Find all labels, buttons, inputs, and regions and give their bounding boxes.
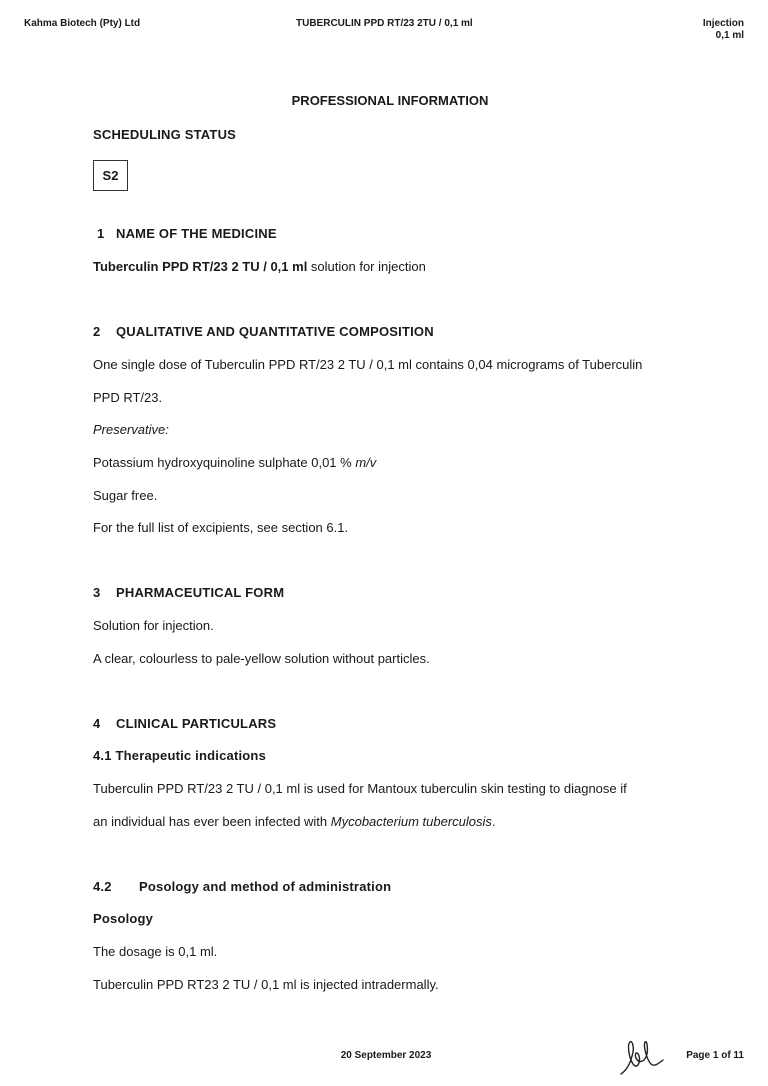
section-2-title: QUALITATIVE AND QUANTITATIVE COMPOSITION xyxy=(116,324,434,339)
schedule-code: S2 xyxy=(102,168,119,183)
section-4-title: CLINICAL PARTICULARS xyxy=(116,716,277,731)
header-form xyxy=(703,18,744,42)
composition-line-1: One single dose of Tuberculin PPD RT/23 2 TU / 0,1 ml contains 0,04 micrograms of Tuberculin xyxy=(93,357,643,372)
posology-heading: Posology xyxy=(93,911,154,926)
indication-organism: Mycobacterium tuberculosis xyxy=(330,814,492,829)
form-line-2: A clear, colourless to pale-yellow solution without particles. xyxy=(93,651,430,666)
section-3-heading xyxy=(93,585,284,600)
subsection-4-2-number: 4.2 xyxy=(93,879,112,894)
dosage-text: The dosage is 0,1 ml. xyxy=(93,944,218,959)
section-1-title: NAME OF THE MEDICINE xyxy=(116,226,277,241)
medicine-name-bold: Tuberculin PPD RT/23 2 TU / 0,1 ml xyxy=(93,259,308,274)
footer-page-number: Page 1 of 11 xyxy=(686,1050,744,1061)
header-form-line2: 0,1 ml xyxy=(715,30,744,41)
form-line-1: Solution for injection. xyxy=(93,618,214,633)
section-1-heading xyxy=(97,226,277,241)
indication-line-1: Tuberculin PPD RT/23 2 TU / 0,1 ml is used for Mantoux tuberculin skin testing to diagnose if xyxy=(93,781,627,796)
preservative-text-main: Potassium hydroxyquinoline sulphate 0,01 % xyxy=(93,455,356,470)
indication-line-2-post: . xyxy=(491,814,496,829)
schedule-code-box xyxy=(93,160,128,191)
section-2-heading xyxy=(93,324,434,339)
signature-icon xyxy=(617,1032,669,1083)
preservative-label-text: Preservative: xyxy=(93,422,169,437)
header-company: Kahma Biotech (Pty) Ltd xyxy=(24,18,141,29)
section-2-number: 2 xyxy=(93,324,101,339)
footer-date: 20 September 2023 xyxy=(340,1050,432,1061)
injection-route-text: Tuberculin PPD RT23 2 TU / 0,1 ml is injected intradermally. xyxy=(93,977,439,992)
section-1-number: 1 xyxy=(97,226,105,241)
subsection-4-1-heading: 4.1 Therapeutic indications xyxy=(93,748,266,763)
section-4-heading xyxy=(93,716,276,731)
subsection-4-2-heading xyxy=(93,879,391,894)
section-3-title: PHARMACEUTICAL FORM xyxy=(116,585,285,600)
preservative-unit: m/v xyxy=(355,455,377,470)
page-title: PROFESSIONAL INFORMATION xyxy=(291,93,489,108)
indication-line-2-pre: an individual has ever been infected with xyxy=(93,814,331,829)
section-3-number: 3 xyxy=(93,585,101,600)
section-4-number: 4 xyxy=(93,716,101,731)
medicine-name xyxy=(93,259,426,274)
preservative-text xyxy=(93,455,376,470)
preservative-label xyxy=(93,422,169,437)
header-product: TUBERCULIN PPD RT/23 2TU / 0,1 ml xyxy=(296,18,473,29)
medicine-name-rest: solution for injection xyxy=(307,259,426,274)
subsection-4-2-title: Posology and method of administration xyxy=(139,879,392,894)
header-form-line1: Injection xyxy=(702,18,744,29)
scheduling-heading: SCHEDULING STATUS xyxy=(93,127,237,142)
indication-line-2 xyxy=(93,814,496,829)
excipients-note: For the full list of excipients, see section 6.1. xyxy=(93,520,349,535)
sugar-free: Sugar free. xyxy=(93,488,158,503)
composition-line-2: PPD RT/23. xyxy=(93,390,163,405)
